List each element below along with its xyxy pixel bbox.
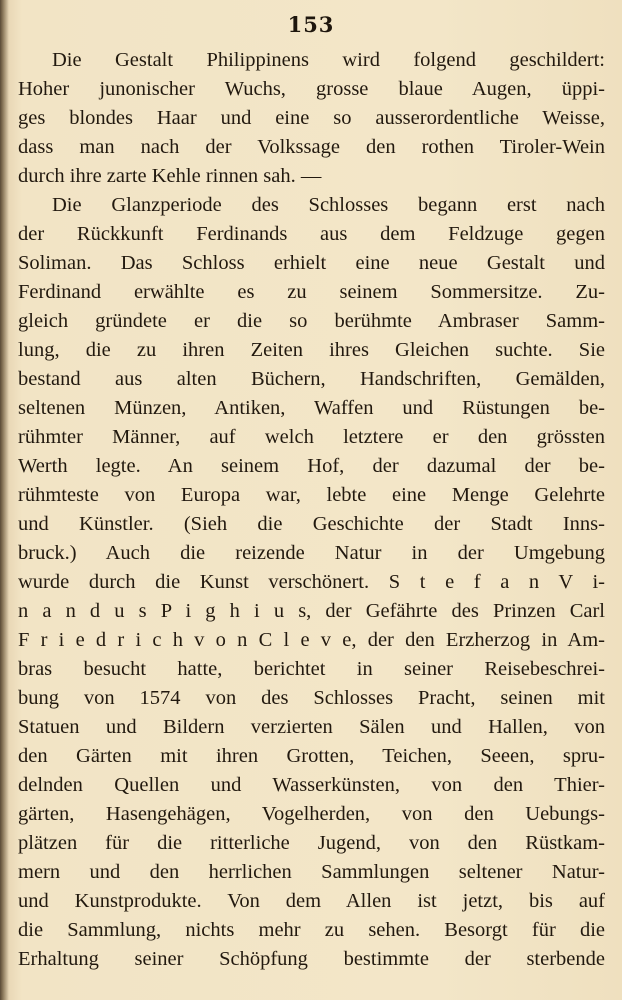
text-line: und Kunstprodukte. Von dem Allen ist jetzt, bis auf xyxy=(18,890,605,912)
text-line: Werth legte. An seinem Hof, der dazumal der be- xyxy=(18,455,605,477)
text-line: Hoher junonischer Wuchs, grosse blaue Augen, üppi- xyxy=(18,78,605,100)
text-line: lung, die zu ihren Zeiten ihres Gleichen suchte. Sie xyxy=(18,339,605,361)
text-line: wurde durch die Kunst verschönert. S t e f a n V i- xyxy=(18,571,605,593)
text-line: Soliman. Das Schloss erhielt eine neue Gestalt und xyxy=(18,252,605,274)
text-line: der Rückkunft Ferdinands aus dem Feldzuge gegen xyxy=(18,223,605,245)
text-line: gärten, Hasengehägen, Vogelherden, von den Uebungs- xyxy=(18,803,605,825)
text-line: n a n d u s P i g h i u s, der Gefährte des Prinzen Carl xyxy=(18,600,605,622)
text-line: die Sammlung, nichts mehr zu sehen. Besorgt für die xyxy=(18,919,605,941)
text-line: seltenen Münzen, Antiken, Waffen und Rüstungen be- xyxy=(18,397,605,419)
page-number: 153 xyxy=(287,12,335,37)
text-line: dass man nach der Volkssage den rothen Tiroler-Wein xyxy=(18,136,605,158)
text-line: Erhaltung seiner Schöpfung bestimmte der sterbende xyxy=(18,948,605,970)
text-line: rühmter Männer, auf welch letztere er den grössten xyxy=(18,426,605,448)
body-text xyxy=(18,46,605,974)
text-line: bestand aus alten Büchern, Handschriften, Gemälden, xyxy=(18,368,605,390)
text-line: mern und den herrlichen Sammlungen seltener Natur- xyxy=(18,861,605,883)
text-line: bras besucht hatte, berichtet in seiner Reisebeschrei- xyxy=(18,658,605,680)
text-line: plätzen für die ritterliche Jugend, von den Rüstkam- xyxy=(18,832,605,854)
text-line: ges blondes Haar und eine so ausserordentliche Weisse, xyxy=(18,107,605,129)
text-line: delnden Quellen und Wasserkünsten, von den Thier- xyxy=(18,774,605,796)
text-line: durch ihre zarte Kehle rinnen sah. — xyxy=(18,165,322,187)
text-line: Statuen und Bildern verzierten Sälen und Hallen, von xyxy=(18,716,605,738)
text-line: den Gärten mit ihren Grotten, Teichen, Seeen, spru- xyxy=(18,745,605,767)
text-line: Die Gestalt Philippinens wird folgend geschildert: xyxy=(52,49,605,71)
text-line: Die Glanzperiode des Schlosses begann erst nach xyxy=(52,194,605,216)
text-line: rühmteste von Europa war, lebte eine Menge Gelehrte xyxy=(18,484,605,506)
text-line: bruck.) Auch die reizende Natur in der Umgebung xyxy=(18,542,605,564)
text-line: und Künstler. (Sieh die Geschichte der Stadt Inns- xyxy=(18,513,605,535)
text-line: F r i e d r i c h v o n C l e v e, der den Erzherzog in Am- xyxy=(18,629,605,651)
text-line: gleich gründete er die so berühmte Ambraser Samm- xyxy=(18,310,605,332)
text-line: bung von 1574 von des Schlosses Pracht, seinen mit xyxy=(18,687,605,709)
text-line: Ferdinand erwählte es zu seinem Sommersitze. Zu- xyxy=(18,281,605,303)
